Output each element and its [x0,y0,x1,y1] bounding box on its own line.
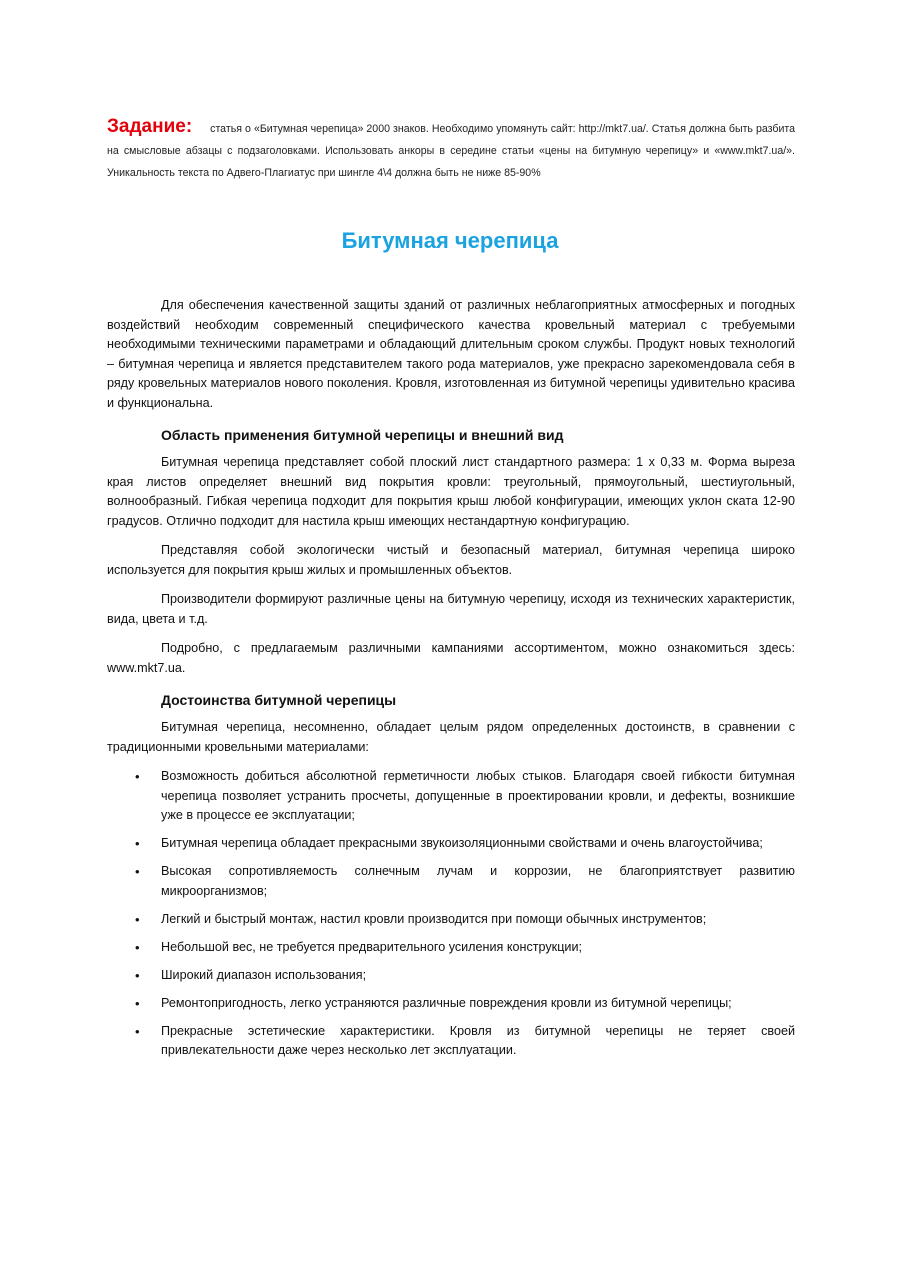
task-label: Задание: [107,116,193,137]
bullet-icon: • [135,836,140,851]
advantages-list [107,767,795,1061]
list-item: • Небольшой вес, не требуется предварительного усиления конструкции; [107,938,795,958]
article-body [107,296,795,1069]
list-item: • Ремонтопригодность, легко устраняются различные повреждения кровли из битумной черепицы; [107,994,795,1014]
paragraph-website: Подробно, с предлагаемым различными кампаниями ассортиментом, можно ознакомиться здесь: www.mkt7.ua. [107,641,795,675]
bullet-icon: • [135,911,140,927]
list-item: • Прекрасные эстетические характеристики. Кровля из битумной черепицы не теряет своей привлекательности даже через несколько лет эксплуатации. [135,1023,795,1057]
bullet-icon: • [135,1023,140,1039]
section-heading-application: Область применения битумной черепицы и внешний вид [161,427,564,443]
list-item: • Битумная черепица обладает прекрасными звукоизоляционными свойствами и очень влагоустойчива; [107,834,795,854]
paragraph-shape: Битумная черепица представляет собой плоский лист стандартного размера: 1 х 0,33 м. Форма выреза края листов определяет внешний вид покрытия кровли: треугольный, прямоугольный, шестиугольный, волнообразный. Гибкая черепица подходит для покрытия крыш любой конфигурации, имеющих уклон ската 12-90 градусов. Отлично подходит для настила крыш имеющих нестандартную конфигурацию. [107,455,795,528]
prices-text-before: Производители формируют различные [161,592,396,606]
advantages-intro: Битумная черепица, несомненно, обладает целым рядом определенных достоинств, в сравнении с традиционными кровельными материалами: [107,720,795,754]
intro-paragraph: Для обеспечения качественной защиты зданий от различных неблагоприятных атмосферных и погодных воздействий необходим современный специфического качества кровельный материал с требуемыми необходимыми техническими параметрами и обладающий длительным сроком службы. Продукт новых технологий – битумная черепица и является представителем такого рода материалов, уже прекрасно зарекомендовала себя в ряду кровельных материалов нового поколения. Кровля, изготовленная из битумной черепицы удивительно красива и функциональна. [107,298,795,410]
list-item: • Широкий диапазон использования; [107,966,795,986]
paragraph-prices [107,590,795,629]
list-item: • Легкий и быстрый монтаж, настил кровли производится при помощи обычных инструментов; [107,910,795,930]
paragraph-ecology: Представляя собой экологически чистый и безопасный материал, битумная черепица широко используется для покрытия крыш жилых и промышленных объектов. [107,543,795,577]
prices-text-after: , исходя из технических характеристик, вида, цвета и т.д. [107,592,795,626]
bullet-icon: • [135,939,140,955]
prices-anchor-link[interactable]: цены на битумную черепицу [395,592,563,606]
bullet-icon: • [135,769,140,784]
task-text: статья о «Битумная черепица» 2000 знаков. Необходимо упомянуть сайт: http://mkt7.ua/. Статья должна быть разбита на смысловые абзацы с подзаголовками. Использовать анкоры в середине статьи «цены на битумную черепицу» и «www.mkt7.ua/». Уникальность текста по Адвего-Плагиатус при шингле 4\4 должна быть не ниже 85-90% [107,123,795,179]
task-block [107,116,795,184]
list-item: • Возможность добиться абсолютной герметичности любых стыков. Благодаря своей гибкости битумная черепица позволяет устранить просчеты, допущенные в проектировании кровли, и дефекты, возникшие уже в процессе ее эксплуатации; [135,769,795,822]
section-heading-advantages: Достоинства битумной черепицы [161,692,397,708]
bullet-icon: • [135,864,140,879]
article-title: Битумная черепица [341,228,559,253]
bullet-icon: • [135,967,140,983]
list-item: • Высокая сопротивляемость солнечным лучам и коррозии, не благоприятствует развитию микроорганизмов; [135,864,795,898]
bullet-icon: • [135,995,140,1011]
